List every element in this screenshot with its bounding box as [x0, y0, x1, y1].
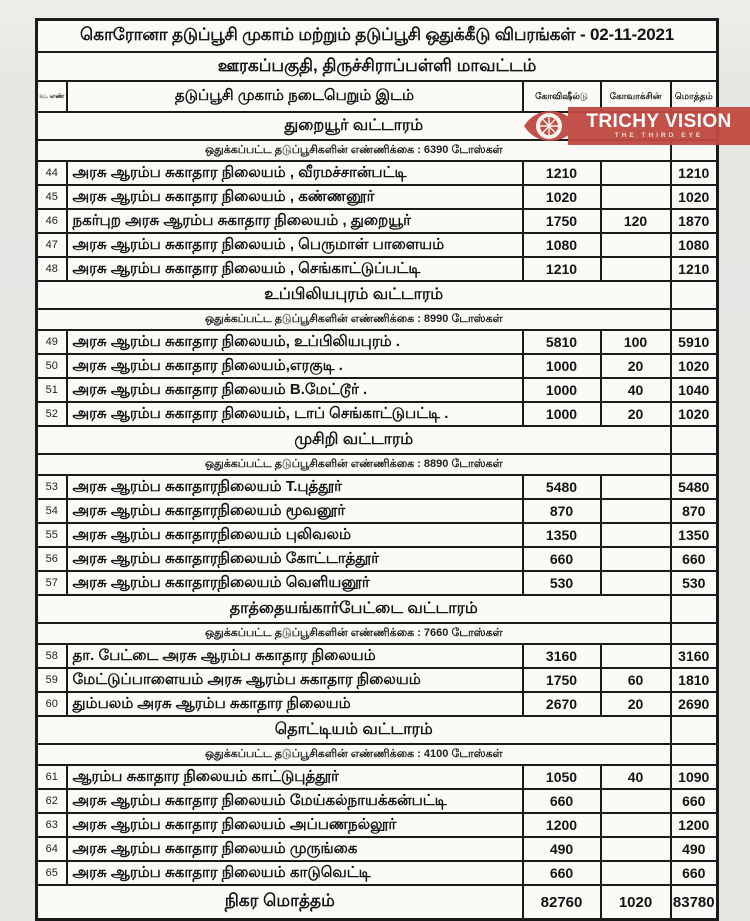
row-total-count: 5480	[671, 475, 718, 499]
row-camp-place: தா. பேட்டை அரசு ஆரம்ப சுகாதார நிலையம்	[67, 644, 523, 668]
row-covishield-count: 5480	[523, 475, 601, 499]
row-serial-number: 50	[37, 354, 67, 378]
watermark-tagline-text: THE THIRD EYE	[614, 132, 704, 139]
row-serial-number: 58	[37, 644, 67, 668]
row-serial-number: 52	[37, 402, 67, 426]
column-header-serial: வ. எண்	[37, 81, 67, 112]
row-camp-place: அரசு ஆரம்ப சுகாதார நிலையம், உப்பிலியபுரம் .	[67, 330, 523, 354]
row-covaxin-count	[601, 523, 671, 547]
row-covaxin-count: 40	[601, 378, 671, 402]
row-total-count: 1090	[671, 765, 718, 789]
row-serial-number: 53	[37, 475, 67, 499]
row-covishield-count: 1750	[523, 668, 601, 692]
column-header-covaxin: கோவாக்சின்	[601, 81, 671, 112]
row-camp-place: அரசு ஆரம்ப சுகாதார நிலையம் , கண்ணனூர்	[67, 185, 523, 209]
table-row	[37, 547, 718, 571]
row-covishield-count: 1350	[523, 523, 601, 547]
row-serial-number: 55	[37, 523, 67, 547]
row-covishield-count: 660	[523, 789, 601, 813]
table-row	[37, 813, 718, 837]
row-camp-place: அரசு ஆரம்ப சுகாதார நிலையம், டாப் செங்காட்டுபட்டி .	[67, 402, 523, 426]
row-serial-number: 60	[37, 692, 67, 716]
row-camp-place: அரசு ஆரம்ப சுகாதாரநிலையம் மூவனூர்	[67, 499, 523, 523]
row-total-count: 1870	[671, 209, 718, 233]
empty-cell	[671, 716, 718, 744]
table-row	[37, 861, 718, 885]
row-covishield-count: 1000	[523, 402, 601, 426]
row-total-count: 1040	[671, 378, 718, 402]
row-serial-number: 46	[37, 209, 67, 233]
allocation-row	[37, 744, 718, 765]
row-covaxin-count	[601, 644, 671, 668]
row-covaxin-count: 20	[601, 354, 671, 378]
allocation-note: ஒதுக்கப்பட்ட தடுப்பூசிகளின் எண்ணிக்கை : 8890 டோஸ்கள்	[37, 454, 671, 475]
row-covaxin-count	[601, 257, 671, 281]
trichy-vision-watermark	[522, 100, 750, 152]
row-covishield-count: 3160	[523, 644, 601, 668]
row-serial-number: 45	[37, 185, 67, 209]
row-total-count: 870	[671, 499, 718, 523]
block-header-row	[37, 595, 718, 623]
row-covaxin-count: 120	[601, 209, 671, 233]
document-subtitle: ஊரகப்பகுதி, திருச்சிராப்பள்ளி மாவட்டம்	[37, 52, 718, 81]
row-serial-number: 49	[37, 330, 67, 354]
empty-cell	[671, 595, 718, 623]
row-covaxin-count	[601, 861, 671, 885]
row-total-count: 3160	[671, 644, 718, 668]
block-header-row	[37, 426, 718, 454]
grand-total-overall: 83780	[671, 885, 718, 920]
table-row	[37, 330, 718, 354]
table-row	[37, 209, 718, 233]
row-covaxin-count	[601, 547, 671, 571]
row-total-count: 5910	[671, 330, 718, 354]
row-serial-number: 56	[37, 547, 67, 571]
row-total-count: 1080	[671, 233, 718, 257]
row-camp-place: அரசு ஆரம்ப சுகாதார நிலையம் முருங்கை	[67, 837, 523, 861]
row-serial-number: 64	[37, 837, 67, 861]
row-covishield-count: 1020	[523, 185, 601, 209]
row-covaxin-count: 100	[601, 330, 671, 354]
table-row	[37, 354, 718, 378]
row-camp-place: மேட்டுப்பாளையம் அரசு ஆரம்ப சுகாதார நிலையம்	[67, 668, 523, 692]
row-serial-number: 57	[37, 571, 67, 595]
row-serial-number: 44	[37, 161, 67, 185]
block-title: தொட்டியம் வட்டாரம்	[37, 716, 671, 744]
row-covishield-count: 530	[523, 571, 601, 595]
row-camp-place: அரசு ஆரம்ப சுகாதார நிலையம் காடுவெட்டி	[67, 861, 523, 885]
row-camp-place: ஆரம்ப சுகாதார நிலையம் காட்டுபுத்தூர்	[67, 765, 523, 789]
block-title: உப்பிலியபுரம் வட்டாரம்	[37, 281, 671, 309]
allocation-note: ஒதுக்கப்பட்ட தடுப்பூசிகளின் எண்ணிக்கை : 6390 டோஸ்கள்	[37, 140, 671, 161]
row-serial-number: 59	[37, 668, 67, 692]
empty-cell	[671, 281, 718, 309]
row-serial-number: 47	[37, 233, 67, 257]
row-covaxin-count	[601, 813, 671, 837]
row-covaxin-count	[601, 571, 671, 595]
row-covishield-count: 660	[523, 547, 601, 571]
allocation-note: ஒதுக்கப்பட்ட தடுப்பூசிகளின் எண்ணிக்கை : 8990 டோஸ்கள்	[37, 309, 671, 330]
row-camp-place: அரசு ஆரம்ப சுகாதார நிலையம் , பெருமாள் பாளையம்	[67, 233, 523, 257]
row-covishield-count: 490	[523, 837, 601, 861]
table-row	[37, 402, 718, 426]
row-total-count: 1350	[671, 523, 718, 547]
row-covaxin-count: 20	[601, 692, 671, 716]
row-covishield-count: 660	[523, 861, 601, 885]
row-serial-number: 54	[37, 499, 67, 523]
row-total-count: 1810	[671, 668, 718, 692]
row-camp-place: அரசு ஆரம்ப சுகாதார நிலையம் அப்பணநல்லூர்	[67, 813, 523, 837]
table-row	[37, 789, 718, 813]
row-covishield-count: 1200	[523, 813, 601, 837]
grand-total-row	[37, 885, 718, 920]
row-camp-place: அரசு ஆரம்ப சுகாதாரநிலையம் T.புத்தூர்	[67, 475, 523, 499]
row-covaxin-count	[601, 185, 671, 209]
row-total-count: 530	[671, 571, 718, 595]
row-camp-place: அரசு ஆரம்ப சுகாதார நிலையம் , வீரமச்சான்பட்டி	[67, 161, 523, 185]
row-total-count: 1020	[671, 185, 718, 209]
table-row	[37, 668, 718, 692]
row-serial-number: 51	[37, 378, 67, 402]
allocation-row	[37, 309, 718, 330]
allocation-note: ஒதுக்கப்பட்ட தடுப்பூசிகளின் எண்ணிக்கை : 4100 டோஸ்கள்	[37, 744, 671, 765]
watermark-brand-text: TRICHY VISION	[586, 111, 732, 132]
row-serial-number: 65	[37, 861, 67, 885]
block-title: துறையூர் வட்டாரம்	[37, 112, 671, 140]
row-camp-place: அரசு ஆரம்ப சுகாதார நிலையம்,எரகுடி .	[67, 354, 523, 378]
row-covishield-count: 1000	[523, 354, 601, 378]
table-row	[37, 644, 718, 668]
empty-cell	[671, 623, 718, 644]
row-total-count: 660	[671, 547, 718, 571]
table-row	[37, 475, 718, 499]
row-serial-number: 61	[37, 765, 67, 789]
row-covishield-count: 1050	[523, 765, 601, 789]
table-row	[37, 692, 718, 716]
row-total-count: 490	[671, 837, 718, 861]
row-total-count: 1200	[671, 813, 718, 837]
row-covaxin-count	[601, 161, 671, 185]
table-row	[37, 571, 718, 595]
row-camp-place: அரசு ஆரம்ப சுகாதார நிலையம் , செங்காட்டுப்பட்டி	[67, 257, 523, 281]
row-camp-place: நகர்புற அரசு ஆரம்ப சுகாதார நிலையம் , துறையூர்	[67, 209, 523, 233]
column-header-total: மொத்தம்	[671, 81, 718, 112]
row-serial-number: 62	[37, 789, 67, 813]
row-covaxin-count	[601, 499, 671, 523]
table-row	[37, 837, 718, 861]
row-total-count: 1020	[671, 354, 718, 378]
row-camp-place: அரசு ஆரம்ப சுகாதாரநிலையம் கோட்டாத்தூர்	[67, 547, 523, 571]
watermark-banner	[568, 107, 750, 145]
table-row	[37, 765, 718, 789]
allocation-note: ஒதுக்கப்பட்ட தடுப்பூசிகளின் எண்ணிக்கை : 7660 டோஸ்கள்	[37, 623, 671, 644]
table-row	[37, 233, 718, 257]
grand-total-covaxin: 1020	[601, 885, 671, 920]
row-covaxin-count: 60	[601, 668, 671, 692]
row-covishield-count: 1750	[523, 209, 601, 233]
row-covishield-count: 1210	[523, 161, 601, 185]
allocation-row	[37, 454, 718, 475]
row-covaxin-count	[601, 475, 671, 499]
empty-cell	[671, 744, 718, 765]
row-camp-place: அரசு ஆரம்ப சுகாதாரநிலையம் வெளியனூர்	[67, 571, 523, 595]
block-header-row	[37, 716, 718, 744]
empty-cell	[671, 454, 718, 475]
row-camp-place: அரசு ஆரம்ப சுகாதாரநிலையம் புலிவலம்	[67, 523, 523, 547]
block-title: தாத்தையங்கார்பேட்டை வட்டாரம்	[37, 595, 671, 623]
row-covishield-count: 1000	[523, 378, 601, 402]
column-header-place: தடுப்பூசி முகாம் நடைபெறும் இடம்	[67, 81, 523, 112]
table-row	[37, 523, 718, 547]
allocation-row	[37, 623, 718, 644]
row-covaxin-count: 40	[601, 765, 671, 789]
document-title: கொரோனா தடுப்பூசி முகாம் மற்றும் தடுப்பூசி ஒதுக்கீடு விபரங்கள் - 02-11-2021	[37, 20, 718, 53]
table-row	[37, 185, 718, 209]
row-serial-number: 63	[37, 813, 67, 837]
table-row	[37, 499, 718, 523]
row-covishield-count: 1210	[523, 257, 601, 281]
row-serial-number: 48	[37, 257, 67, 281]
row-camp-place: தும்பலம் அரசு ஆரம்ப சுகாதார நிலையம்	[67, 692, 523, 716]
row-total-count: 1210	[671, 257, 718, 281]
row-covaxin-count	[601, 789, 671, 813]
block-title: முசிறி வட்டாரம்	[37, 426, 671, 454]
empty-cell	[671, 309, 718, 330]
row-covaxin-count	[601, 233, 671, 257]
row-total-count: 660	[671, 861, 718, 885]
row-total-count: 1020	[671, 402, 718, 426]
grand-total-covishield: 82760	[523, 885, 601, 920]
row-covishield-count: 1080	[523, 233, 601, 257]
row-camp-place: அரசு ஆரம்ப சுகாதார நிலையம் மேய்கல்நாயக்கன்பட்டி	[67, 789, 523, 813]
row-covaxin-count: 20	[601, 402, 671, 426]
row-total-count: 660	[671, 789, 718, 813]
row-covishield-count: 2670	[523, 692, 601, 716]
row-covaxin-count	[601, 837, 671, 861]
table-row	[37, 257, 718, 281]
row-covishield-count: 870	[523, 499, 601, 523]
block-header-row	[37, 281, 718, 309]
row-total-count: 1210	[671, 161, 718, 185]
vaccination-allocation-table	[35, 18, 719, 921]
row-covishield-count: 5810	[523, 330, 601, 354]
table-row	[37, 378, 718, 402]
row-camp-place: அரசு ஆரம்ப சுகாதார நிலையம் B.மேட்டூர் .	[67, 378, 523, 402]
table-row	[37, 161, 718, 185]
row-total-count: 2690	[671, 692, 718, 716]
grand-total-label: நிகர மொத்தம்	[37, 885, 523, 920]
column-header-covishield: கோவிஷீல்டு	[523, 81, 601, 112]
empty-cell	[671, 426, 718, 454]
